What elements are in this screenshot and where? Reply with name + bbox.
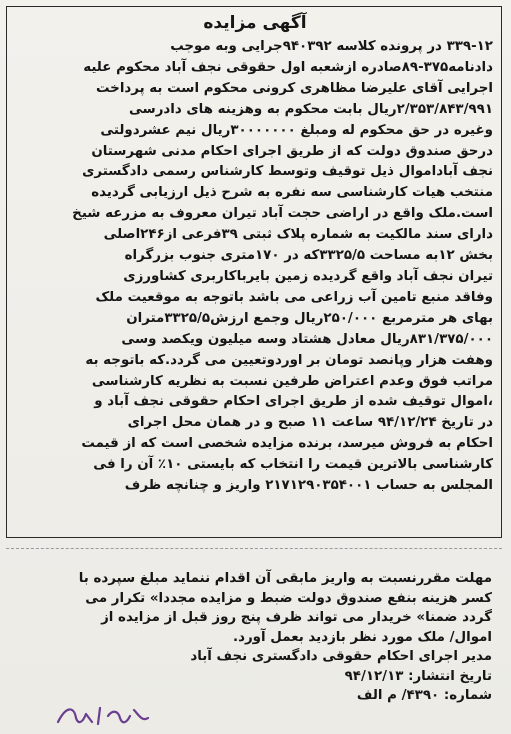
notice-body xyxy=(17,37,493,497)
continuation-line: گردد ضمنا» خریدار می تواند ظرف پنج روز قبل از مزایده از xyxy=(101,610,492,625)
notice-line: ۳۳۹-۱۲ در پرونده کلاسه ۹۴۰۳۹۲جرایی وبه موجب xyxy=(170,39,493,54)
notice-line: وفاقد منبع تامین آب زراعی می باشد باتوجه به موقعیت ملک xyxy=(95,289,493,305)
notice-line: دارای سند مالکیت به شماره پلاک ثبتی ۳۹فرعی از۲۴۶اصلی xyxy=(103,227,493,243)
notice-number: شماره: ۴۳۹۰/ م الف xyxy=(356,688,492,703)
publish-date: تاریخ انتشار: ۹۴/۱۲/۱۳ xyxy=(344,668,492,684)
notice-line: تیران نجف آباد واقع گردیده زمین بایرباکاربری کشاورزی xyxy=(123,268,493,284)
notice-line: احکام به فروش میرسد، برنده مزایده شخصی است که از قیمت xyxy=(81,436,493,452)
notice-continuation xyxy=(6,548,502,703)
continuation-line: کسر هزینه بنفع صندوق دولت ضبط و مزایده مجددا» تکرار می xyxy=(85,590,492,606)
notice-line: مراتب فوق وعدم اعتراض طرفین نسبت به نظریه کارشناسی xyxy=(91,373,493,389)
issuer-line: مدیر اجرای احکام حقوقی دادگستری نجف آباد xyxy=(190,649,492,664)
handwritten-note xyxy=(52,700,152,728)
notice-line: بخش ۱۲به مساحت ۳۳۲۵/۵که در ۱۷۰متری جنوب بزرگراه xyxy=(124,248,493,264)
notice-line: وغیره در حق محکوم له ومبلغ ۳۰۰۰۰۰۰۰ریال نیم عشردولتی xyxy=(100,122,493,138)
continuation-line: اموال/ ملک مورد نظر بازدید بعمل آورد. xyxy=(233,629,492,645)
notice-line: است.ملک واقع در اراضی حجت آباد تیران معروف به مزرعه شیخ xyxy=(72,206,493,222)
notice-line: بهای هر مترمربع ۲۵۰/۰۰۰ریال وجمع ارزش۳۳۲۵/۵متران xyxy=(126,310,493,326)
notice-line: درحق صندوق دولت که از طریق اجرای احکام مدنی شهرستان xyxy=(91,143,493,159)
continuation-line: مهلت مقررنسبت به واریز مابقی آن اقدام ننماید مبلغ سپرده با xyxy=(78,571,492,586)
notice-line: ،اموال توقیف شده از طریق اجرای احکام حقوقی نجف آباد و xyxy=(94,394,493,410)
continuation-body xyxy=(14,569,492,706)
notice-line: ۸۳۱/۳۷۵/۰۰۰ریال معادل هشتاد وسه میلیون ویکصد وسی xyxy=(121,331,493,347)
auction-notice-box xyxy=(6,6,502,538)
notice-line: منتخب هیات کارشناسی سه نفره به شرح ذیل ارزیابی گردیده xyxy=(91,185,493,201)
notice-title: آگهی مزایده xyxy=(203,13,307,33)
notice-line: دادنامه۳۷۵-۸۹صادره ازشعبه اول حقوقی نجف آباد محکوم علیه xyxy=(83,59,493,75)
notice-line: المجلس به حساب ۲۱۷۱۲۹۰۳۵۴۰۰۱ واریز و چنانچه ظرف xyxy=(124,478,493,494)
notice-line: کارشناسی بالاترین قیمت را انتخاب که بایستی ۱۰٪ آن را فی xyxy=(93,457,493,473)
notice-line: ۲/۳۵۳/۸۴۳/۹۹۱ریال بابت محکوم به وهزینه های دادرسی xyxy=(128,101,493,117)
notice-line: اجرایی آقای علیرضا مظاهری کرونی محکوم است به پرداخت xyxy=(96,80,493,96)
notice-line: در تاریخ ۹۴/۱۲/۲۴ ساعت ۱۱ صبح و در همان محل اجرای xyxy=(127,415,493,431)
notice-line: وهفت هزار وپانصد تومان بر اوردوتعیین می گردد.که باتوجه به xyxy=(85,352,493,368)
notice-line: نجف آباداموال ذیل توقیف وتوسط کارشناس رسمی دادگستری xyxy=(82,164,493,180)
